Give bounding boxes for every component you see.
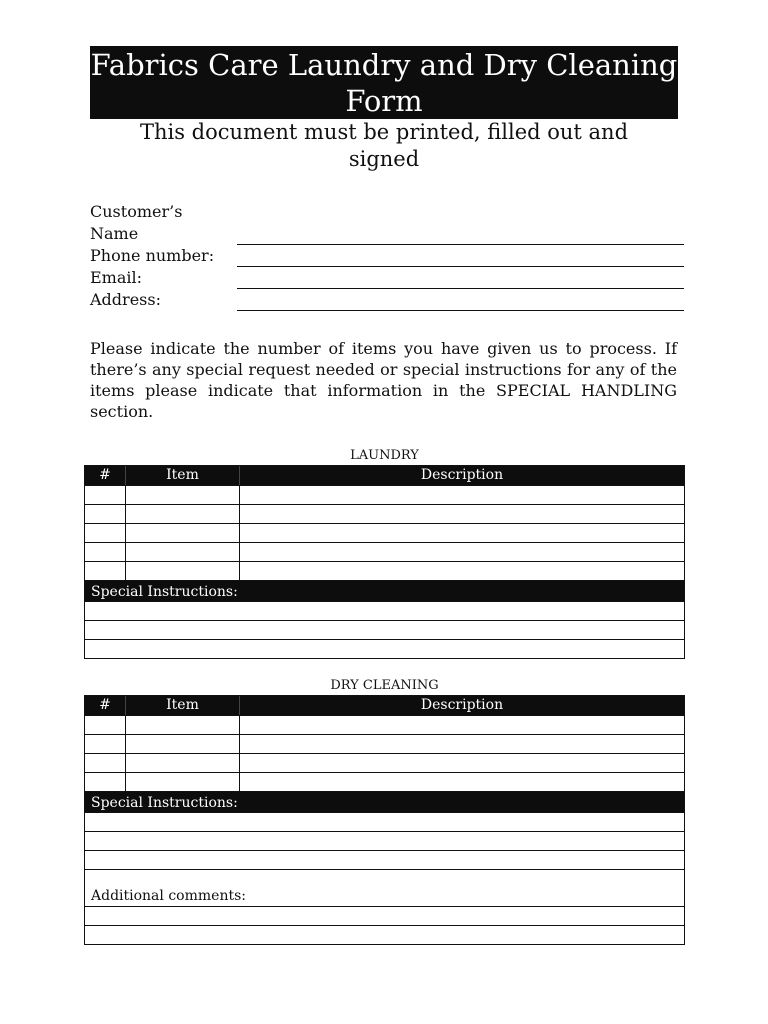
dry-cleaning-description-cell[interactable] [240, 716, 684, 734]
dry-cleaning-table-row [85, 715, 684, 734]
dry-cleaning-special-line[interactable] [85, 831, 684, 850]
customer-name-field[interactable] [237, 223, 684, 245]
laundry-table-row [85, 485, 684, 504]
laundry-item-cell[interactable] [126, 505, 240, 523]
laundry-rows [85, 485, 684, 580]
laundry-header-num: # [85, 466, 126, 485]
laundry-special-instructions-label: Special Instructions: [85, 580, 684, 601]
additional-comments-line[interactable] [85, 925, 684, 944]
laundry-caption: LAUNDRY [350, 448, 419, 463]
email-label: Email: [90, 268, 143, 287]
laundry-item-cell[interactable] [126, 543, 240, 561]
laundry-num-cell[interactable] [85, 543, 126, 561]
dry-cleaning-table [84, 695, 685, 945]
laundry-header-description: Description [420, 467, 504, 483]
dry-cleaning-item-cell[interactable] [126, 716, 240, 734]
laundry-item-cell[interactable] [126, 562, 240, 580]
additional-comments-line[interactable] [85, 906, 684, 925]
dry-cleaning-header-row [85, 696, 684, 715]
form-title [90, 46, 678, 119]
laundry-description-cell[interactable] [240, 524, 684, 542]
customer-info-section [90, 201, 684, 311]
dry-cleaning-header-description: Description [420, 697, 504, 713]
customer-name-label: Customer’s Name [90, 202, 183, 243]
laundry-description-cell[interactable] [240, 562, 684, 580]
phone-field[interactable] [237, 245, 684, 267]
dry-cleaning-item-cell[interactable] [126, 754, 240, 772]
laundry-special-line[interactable] [85, 639, 684, 658]
dry-cleaning-table-row [85, 772, 684, 791]
form-title-text: Fabrics Care Laundry and Dry Cleaning Form [90, 47, 678, 118]
laundry-special-line[interactable] [85, 601, 684, 620]
dry-cleaning-description-cell[interactable] [240, 754, 684, 772]
address-label: Address: [90, 290, 161, 309]
phone-label: Phone number: [90, 246, 215, 265]
dry-cleaning-special-line[interactable] [85, 850, 684, 869]
form-subtitle: This document must be printed, filled out and signed [139, 120, 629, 171]
laundry-description-cell[interactable] [240, 486, 684, 504]
dry-cleaning-item-cell[interactable] [126, 735, 240, 753]
dry-cleaning-rows [85, 715, 684, 791]
email-row [90, 267, 684, 289]
dry-cleaning-description-cell[interactable] [240, 735, 684, 753]
laundry-num-cell[interactable] [85, 562, 126, 580]
email-field[interactable] [237, 267, 684, 289]
laundry-description-cell[interactable] [240, 543, 684, 561]
dry-cleaning-header-item: Item [126, 696, 240, 715]
laundry-header-row [85, 466, 684, 485]
dry-cleaning-special-instructions-label: Special Instructions: [85, 791, 684, 812]
dry-cleaning-num-cell[interactable] [85, 773, 126, 791]
phone-row [90, 245, 684, 267]
address-row [90, 289, 684, 311]
laundry-table [84, 465, 685, 659]
laundry-table-row [85, 542, 684, 561]
instructions-paragraph: Please indicate the number of items you have given us to process. If there’s any special request needed or special instructions for any of the items please indicate that information in the SPECIAL HANDLING section. [90, 339, 677, 421]
customer-name-row [90, 201, 684, 245]
laundry-table-row [85, 523, 684, 542]
dry-cleaning-description-cell[interactable] [240, 773, 684, 791]
laundry-item-cell[interactable] [126, 524, 240, 542]
dry-cleaning-caption: DRY CLEANING [330, 678, 439, 693]
dry-cleaning-table-row [85, 753, 684, 772]
additional-comments-label: Additional comments: [85, 869, 684, 906]
laundry-num-cell[interactable] [85, 524, 126, 542]
dry-cleaning-special-line[interactable] [85, 812, 684, 831]
dry-cleaning-num-cell[interactable] [85, 754, 126, 772]
dry-cleaning-item-cell[interactable] [126, 773, 240, 791]
laundry-num-cell[interactable] [85, 486, 126, 504]
laundry-num-cell[interactable] [85, 505, 126, 523]
dry-cleaning-num-cell[interactable] [85, 716, 126, 734]
dry-cleaning-table-row [85, 734, 684, 753]
laundry-special-line[interactable] [85, 620, 684, 639]
dry-cleaning-num-cell[interactable] [85, 735, 126, 753]
dry-cleaning-header-num: # [85, 696, 126, 715]
laundry-table-row [85, 504, 684, 523]
laundry-table-row [85, 561, 684, 580]
address-field[interactable] [237, 289, 684, 311]
laundry-header-item: Item [126, 466, 240, 485]
laundry-item-cell[interactable] [126, 486, 240, 504]
laundry-description-cell[interactable] [240, 505, 684, 523]
